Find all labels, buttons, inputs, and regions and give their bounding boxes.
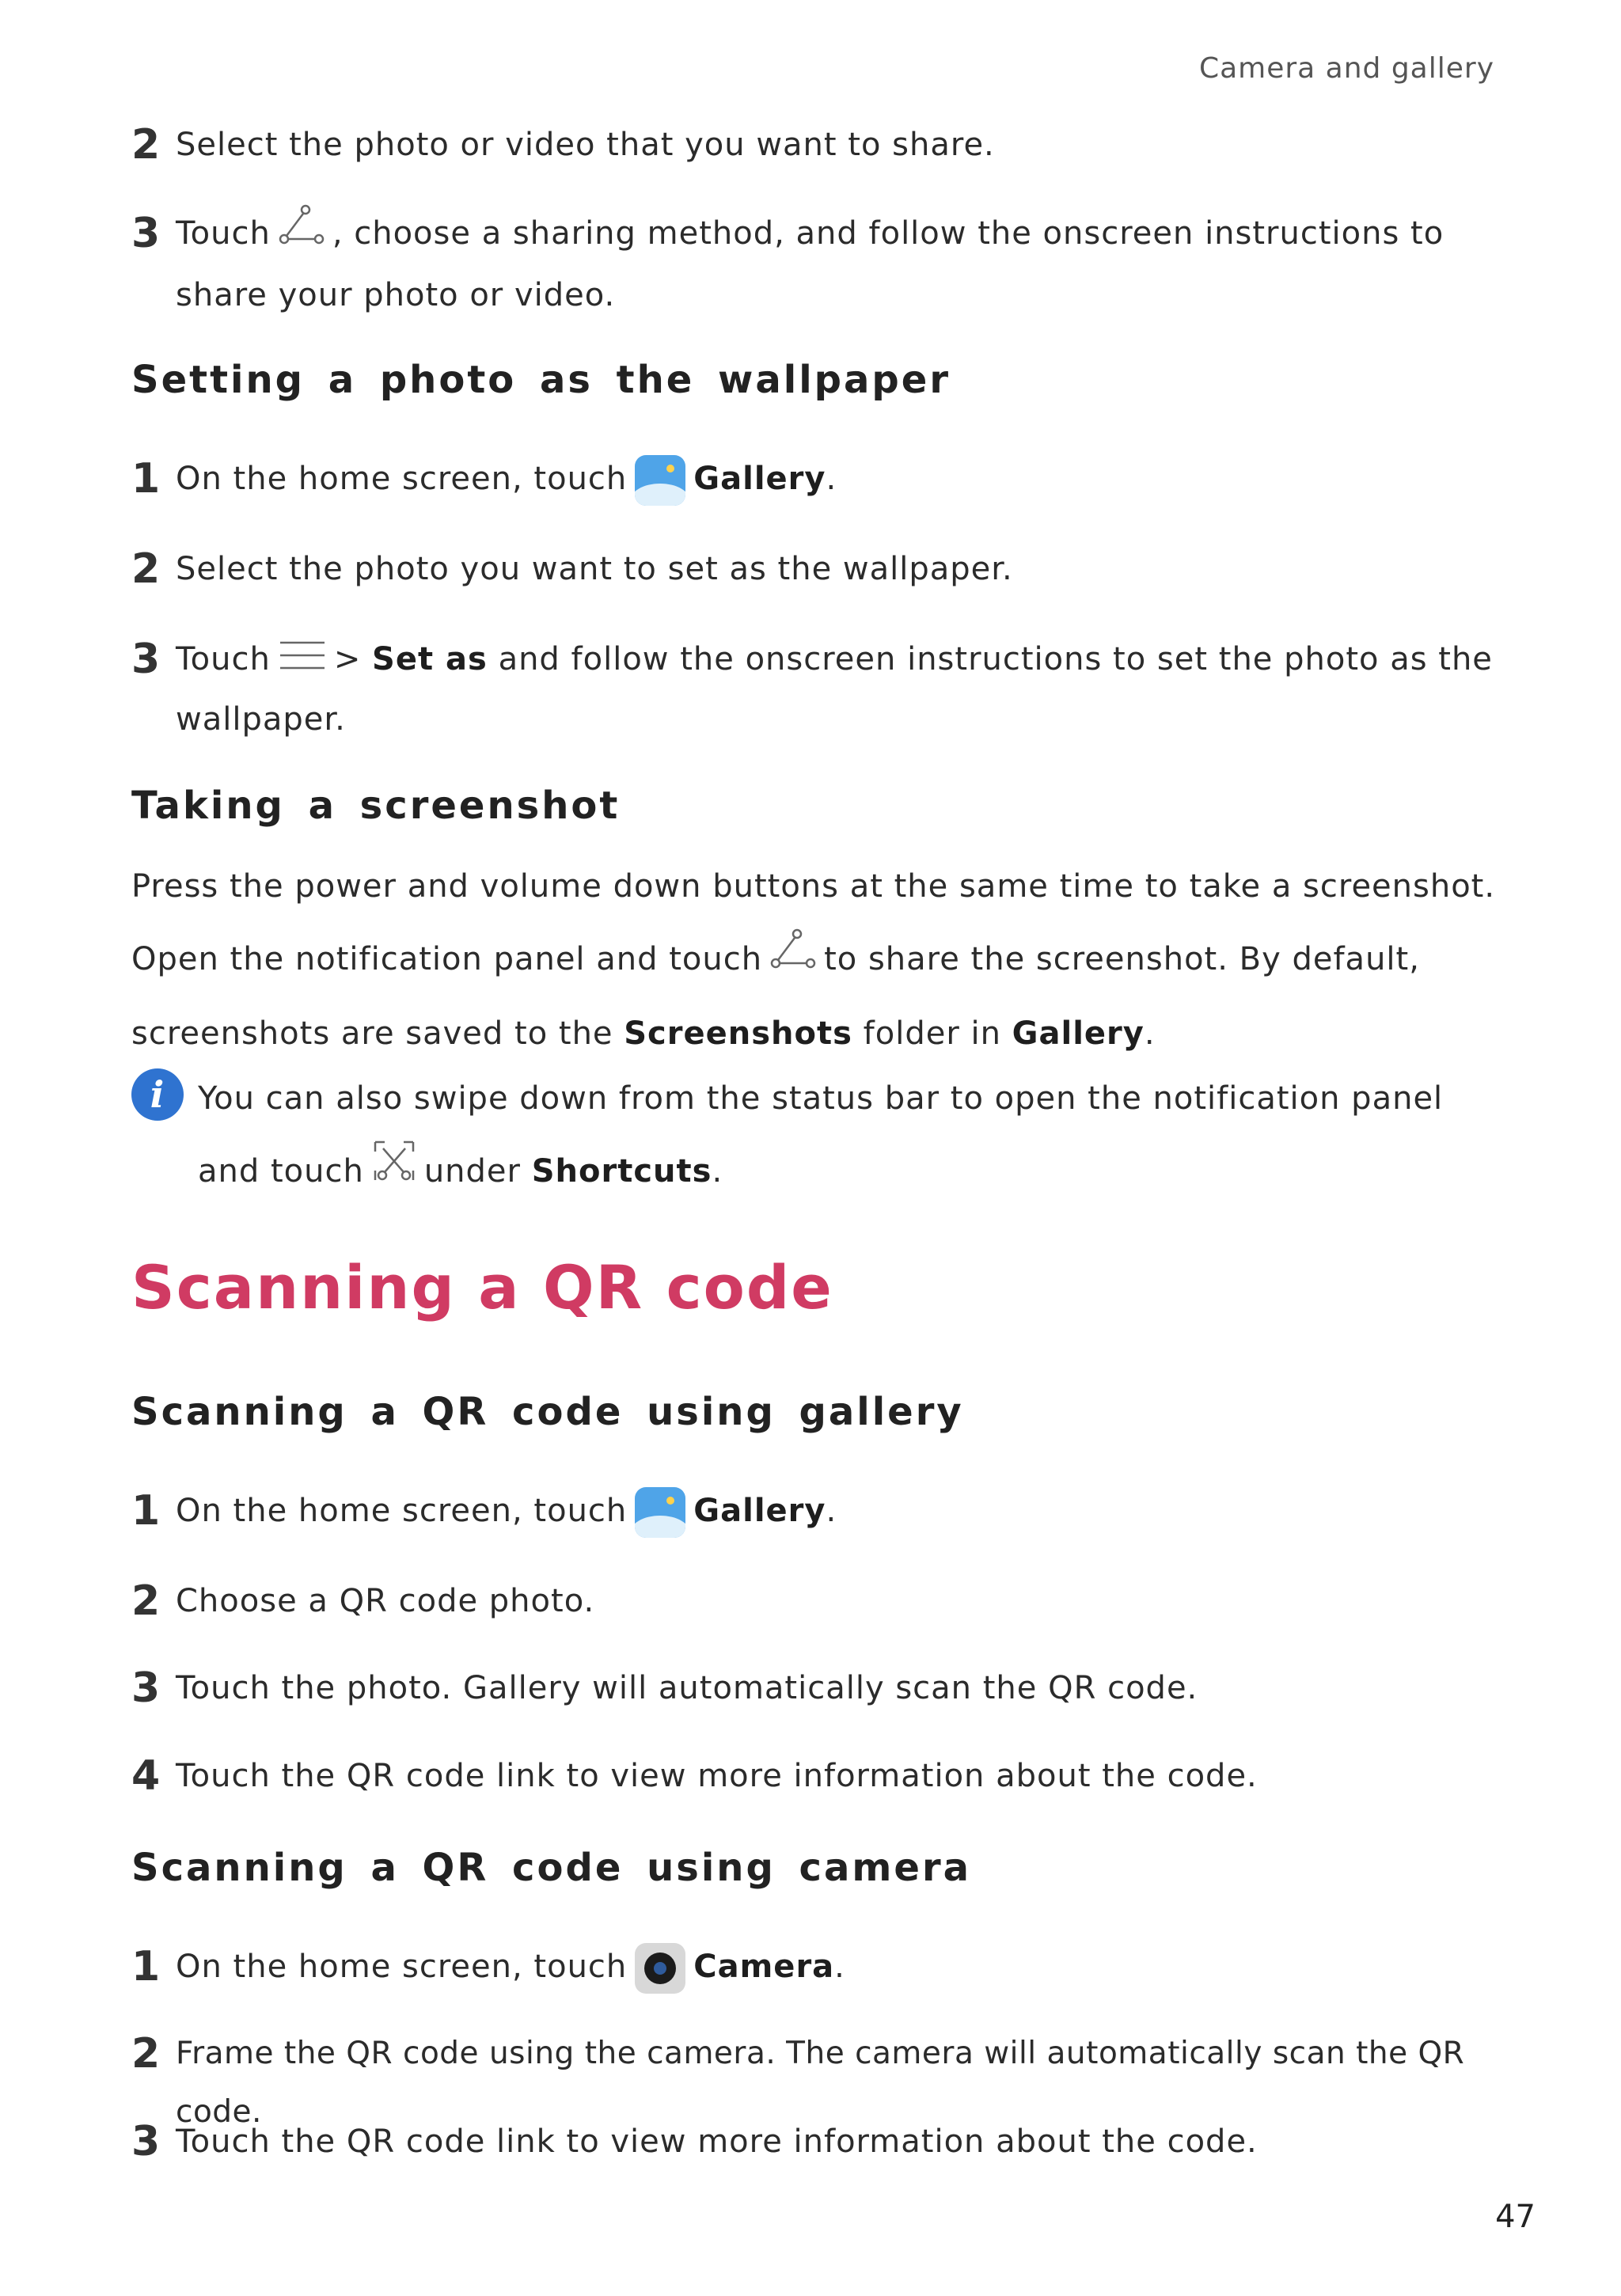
qr-gallery-heading: Scanning a QR code using gallery	[131, 1390, 964, 1434]
paragraph-text-c: folder in	[863, 1015, 1001, 1052]
step-number: 3	[131, 636, 161, 683]
step-text: Touch the photo. Gallery will automatically scan the QR code.	[176, 1670, 1198, 1706]
wallpaper-step-1	[131, 450, 1501, 508]
step-text-post: .	[826, 1493, 837, 1529]
step-text-pre: On the home screen, touch	[176, 1493, 628, 1529]
paragraph-text-b: to share the screenshot. By default, screenshots are saved to the	[131, 941, 1420, 1052]
gallery-label: Gallery	[693, 1493, 826, 1529]
step-text-post: .	[834, 1949, 845, 1985]
note-end: .	[712, 1153, 723, 1190]
qr-gallery-step-2	[131, 1572, 1501, 1630]
step-text: Choose a QR code photo.	[176, 1583, 595, 1619]
share-step-3	[131, 204, 1501, 324]
step-number: 2	[131, 1577, 161, 1625]
paragraph-end: .	[1144, 1015, 1156, 1052]
qr-gallery-step-1	[131, 1482, 1501, 1540]
step-text: Select the photo you want to set as the wallpaper.	[176, 551, 1013, 587]
step-text: Touch the QR code link to view more information about the code.	[176, 1758, 1258, 1794]
note-text-a: You can also swipe down from the status bar to open the notification panel and touch	[198, 1080, 1444, 1190]
step-text-pre: Touch	[176, 641, 271, 677]
screenshot-heading: Taking a screenshot	[131, 784, 621, 828]
section-header: Camera and gallery	[1198, 52, 1494, 85]
camera-label: Camera	[693, 1949, 835, 1985]
qr-camera-step-1	[131, 1937, 1501, 1996]
wallpaper-step-2	[131, 540, 1501, 598]
qr-gallery-step-3	[131, 1659, 1501, 1717]
share-icon	[770, 924, 816, 997]
camera-app-icon	[635, 1943, 685, 1994]
step-number: 3	[131, 1664, 161, 1712]
step-number: 2	[131, 121, 161, 169]
step-number: 1	[131, 455, 161, 503]
step-text-pre: On the home screen, touch	[176, 461, 628, 497]
tip-note	[131, 1062, 1501, 1209]
screenshot-paragraph	[131, 850, 1501, 1070]
shortcuts-label: Shortcuts	[531, 1153, 712, 1190]
paragraph-text-a: Press the power and volume down buttons at the same time to take a screenshot. Open the notification panel and touch	[131, 868, 1496, 977]
step-text: Frame the QR code using the camera. The camera will automatically scan the QR code.	[176, 2036, 1465, 2130]
screenshot-scissors-icon	[372, 1137, 416, 1209]
page-number: 47	[1495, 2199, 1536, 2235]
step-number: 1	[131, 1487, 161, 1535]
step-text: Select the photo or video that you want to share.	[176, 127, 995, 163]
gallery-label: Gallery	[693, 461, 826, 497]
step-text-post: , choose a sharing method, and follow the onscreen instructions to share your photo or video.	[176, 215, 1444, 313]
wallpaper-heading: Setting a photo as the wallpaper	[131, 358, 951, 402]
menu-separator: >	[333, 641, 362, 677]
share-icon	[279, 204, 325, 266]
note-text-b: under	[423, 1153, 521, 1190]
screenshots-folder-label: Screenshots	[624, 1015, 852, 1052]
step-number: 1	[131, 1943, 161, 1990]
step-text-post: and follow the onscreen instructions to set the photo as the wallpaper.	[176, 641, 1493, 738]
info-icon: i	[131, 1068, 184, 1121]
qr-section-title: Scanning a QR code	[131, 1252, 833, 1323]
step-number: 3	[131, 210, 161, 257]
step-number: 4	[131, 1752, 161, 1800]
share-step-2	[131, 116, 1501, 174]
gallery-app-icon	[635, 455, 685, 506]
set-as-label: Set as	[372, 641, 488, 677]
gallery-app-icon	[635, 1487, 685, 1538]
gallery-label: Gallery	[1012, 1015, 1145, 1052]
step-text-pre: On the home screen, touch	[176, 1949, 628, 1985]
step-number: 2	[131, 545, 161, 593]
step-text-pre: Touch	[176, 215, 271, 252]
step-text-post: .	[826, 461, 837, 497]
menu-icon	[279, 632, 326, 690]
wallpaper-step-3	[131, 630, 1501, 749]
qr-camera-step-3	[131, 2112, 1501, 2171]
qr-gallery-step-4	[131, 1747, 1501, 1805]
qr-camera-heading: Scanning a QR code using camera	[131, 1846, 971, 1890]
step-text: Touch the QR code link to view more information about the code.	[176, 2123, 1258, 2160]
step-number: 3	[131, 2118, 161, 2165]
step-number: 2	[131, 2030, 161, 2078]
